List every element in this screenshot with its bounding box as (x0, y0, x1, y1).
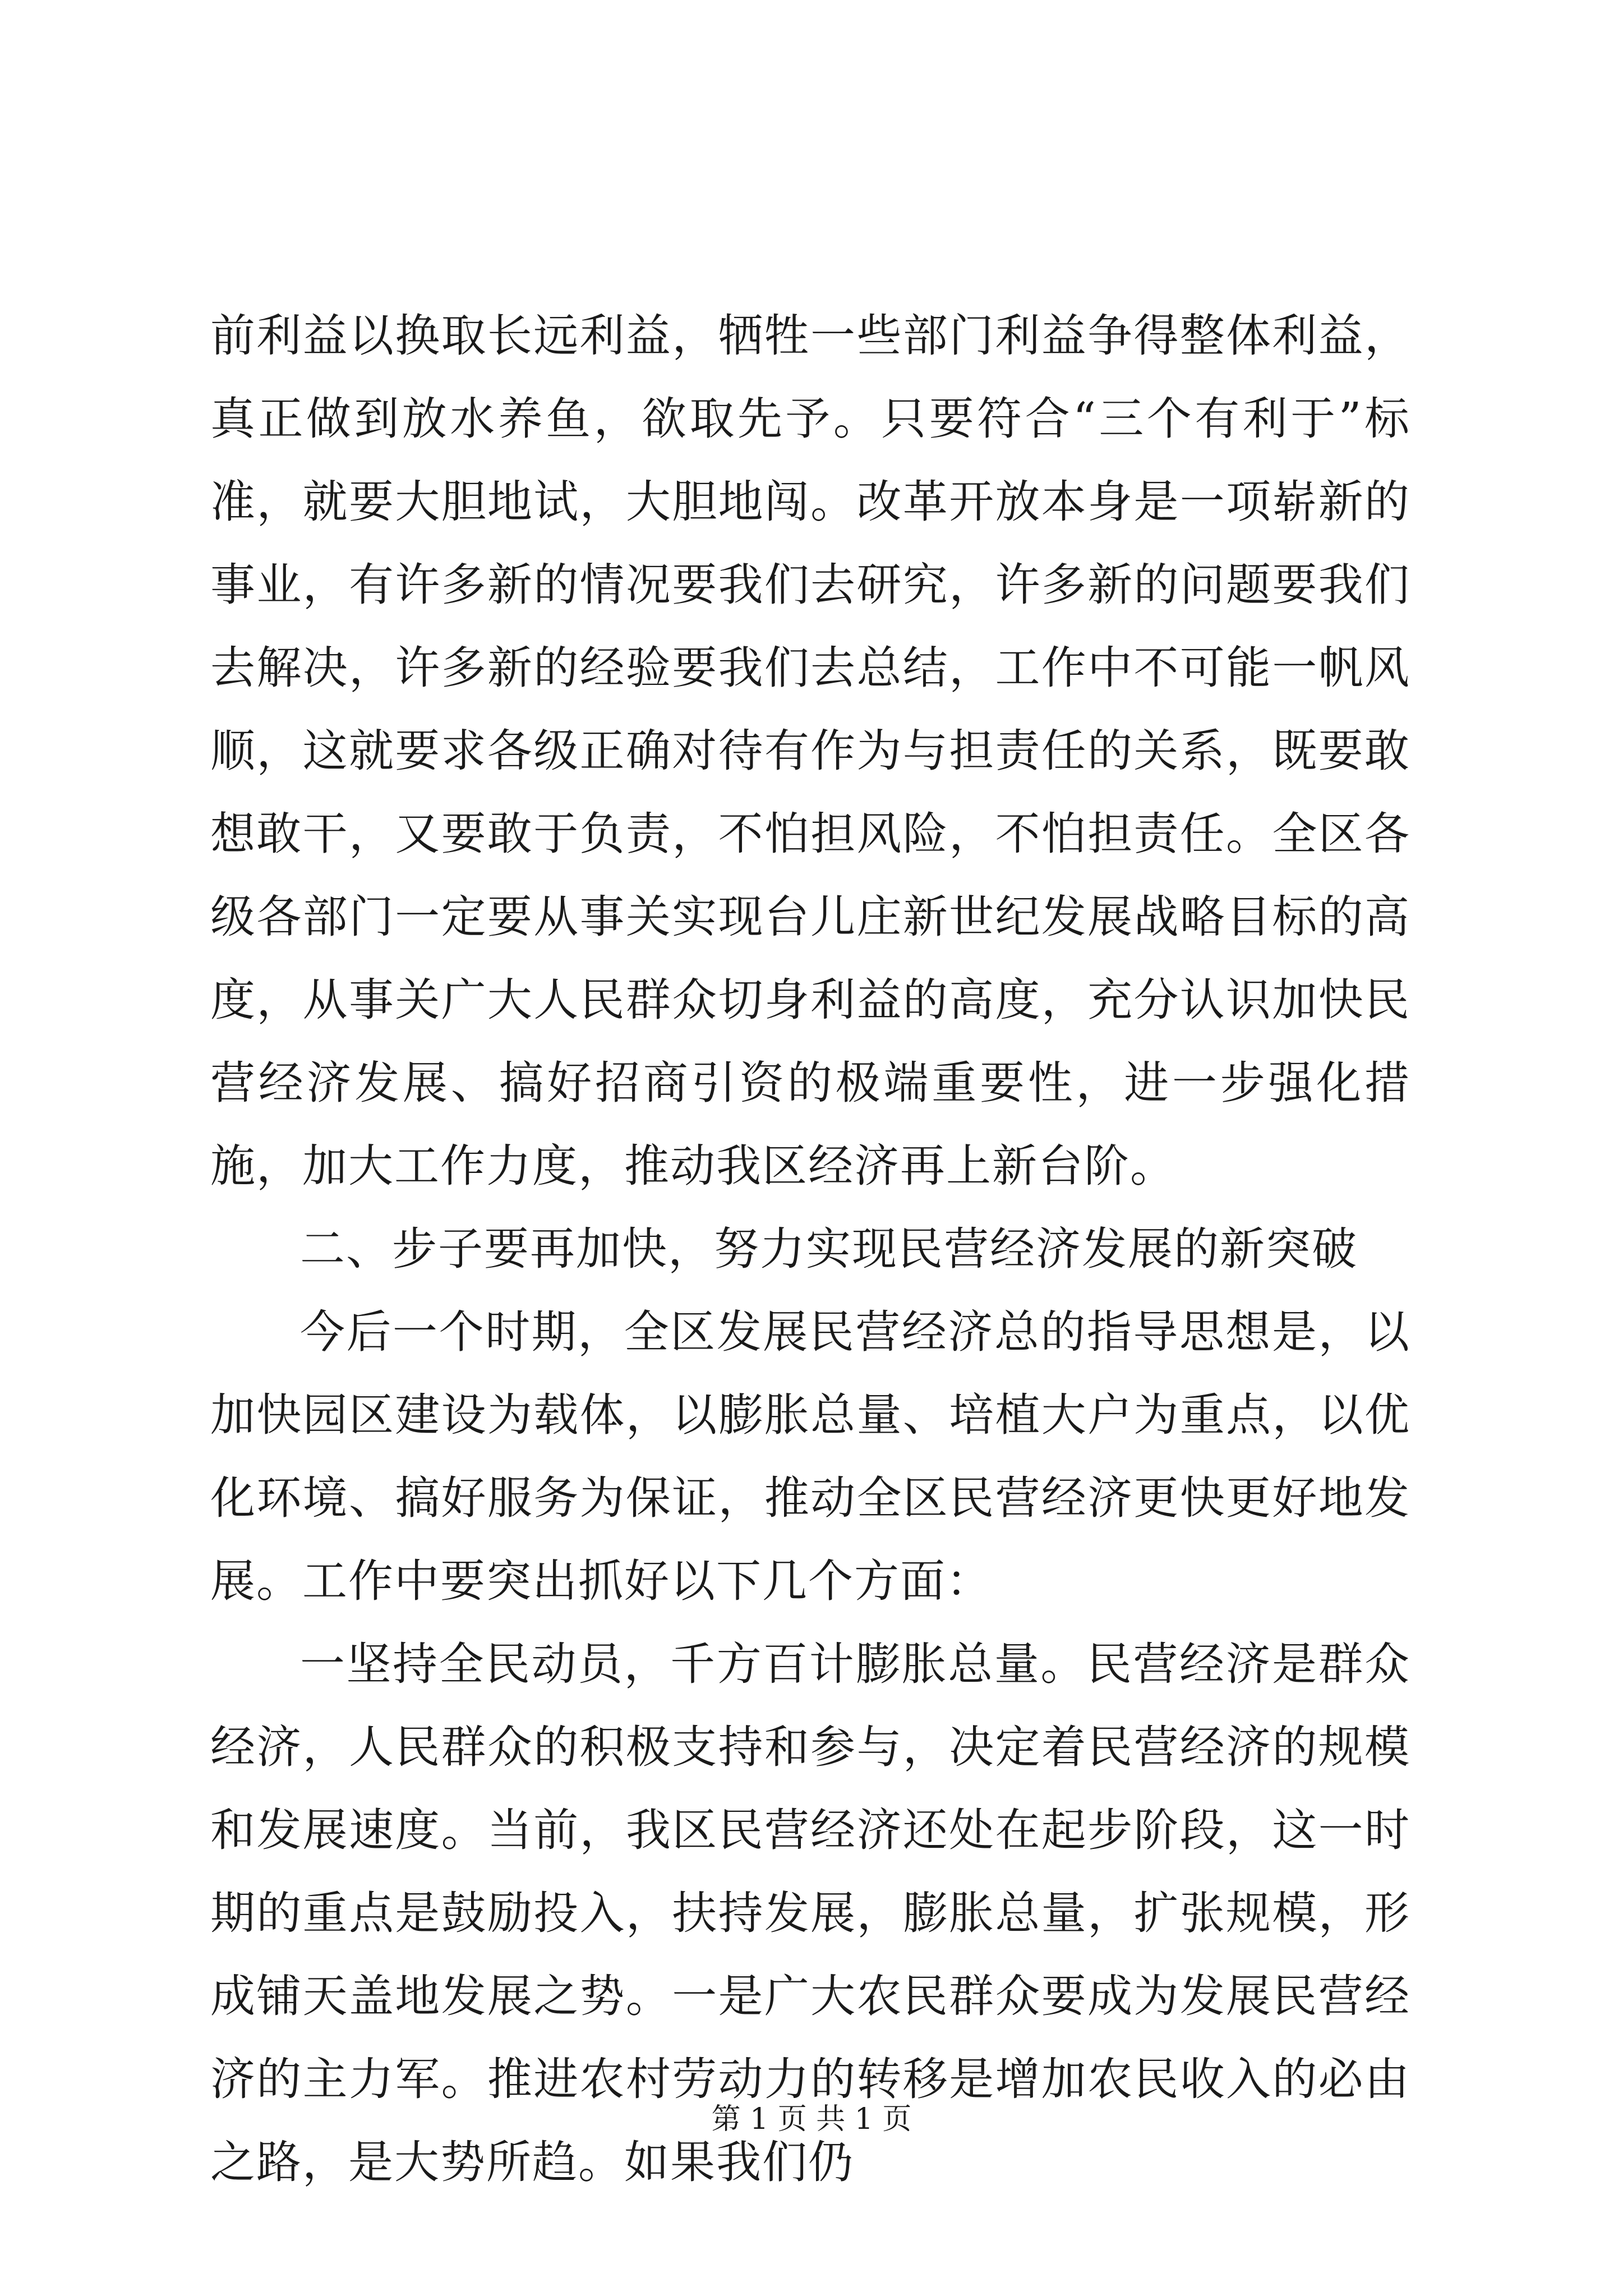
paragraph-1: 前利益以换取长远利益，牺牲一些部门利益争得整体利益，真正做到放水养鱼，欲取先予。只要符合“三个有利于”标准，就要大胆地试，大胆地闯。改革开放本身是一项崭新的事业，有许多新的情况要我们去研究，许多新的问题要我们去解决，许多新的经验要我们去总结，工作中不可能一帆风顺，这就要求各级正确对待有作为与担责任的关系，既要敢想敢干，又要敢于负责，不怕担风险，不怕担责任。全区各级各部门一定要从事关实现台儿庄新世纪发展战略目标的高度，从事关广大人民群众切身利益的高度，充分认识加快民营经济发展、搞好招商引资的极端重要性，进一步强化措施，加大工作力度，推动我区经济再上新台阶。 (210, 310, 1410, 1192)
paragraph-3: 一坚持全民动员，千方百计膨胀总量。民营经济是群众经济，人民群众的积极支持和参与，决定着民营经济的规模和发展速度。当前，我区民营经济还处在起步阶段，这一时期的重点是鼓励投入，扶持发展，膨胀总量，扩张规模，形成铺天盖地发展之势。一是广大农民群众要成为发展民营经济的主力军。推进农村劳动力的转移是增加农民收入的必由之路，是大势所趋。如果我们仍 (210, 1638, 1410, 2188)
page-footer: 第 1 页 共 1 页 (711, 2102, 912, 2136)
paragraph-2: 今后一个时期，全区发展民营经济总的指导思想是，以加快园区建设为载体，以膨胀总量、培植大户为重点，以优化环境、搞好服务为保证，推动全区民营经济更快更好地发展。工作中要突出抓好以下几个方面： (210, 1306, 1410, 1607)
section-heading: 二、步子要再加快，努力实现民营经济发展的新突破 (300, 1223, 1358, 1275)
document-body (210, 295, 1410, 2204)
